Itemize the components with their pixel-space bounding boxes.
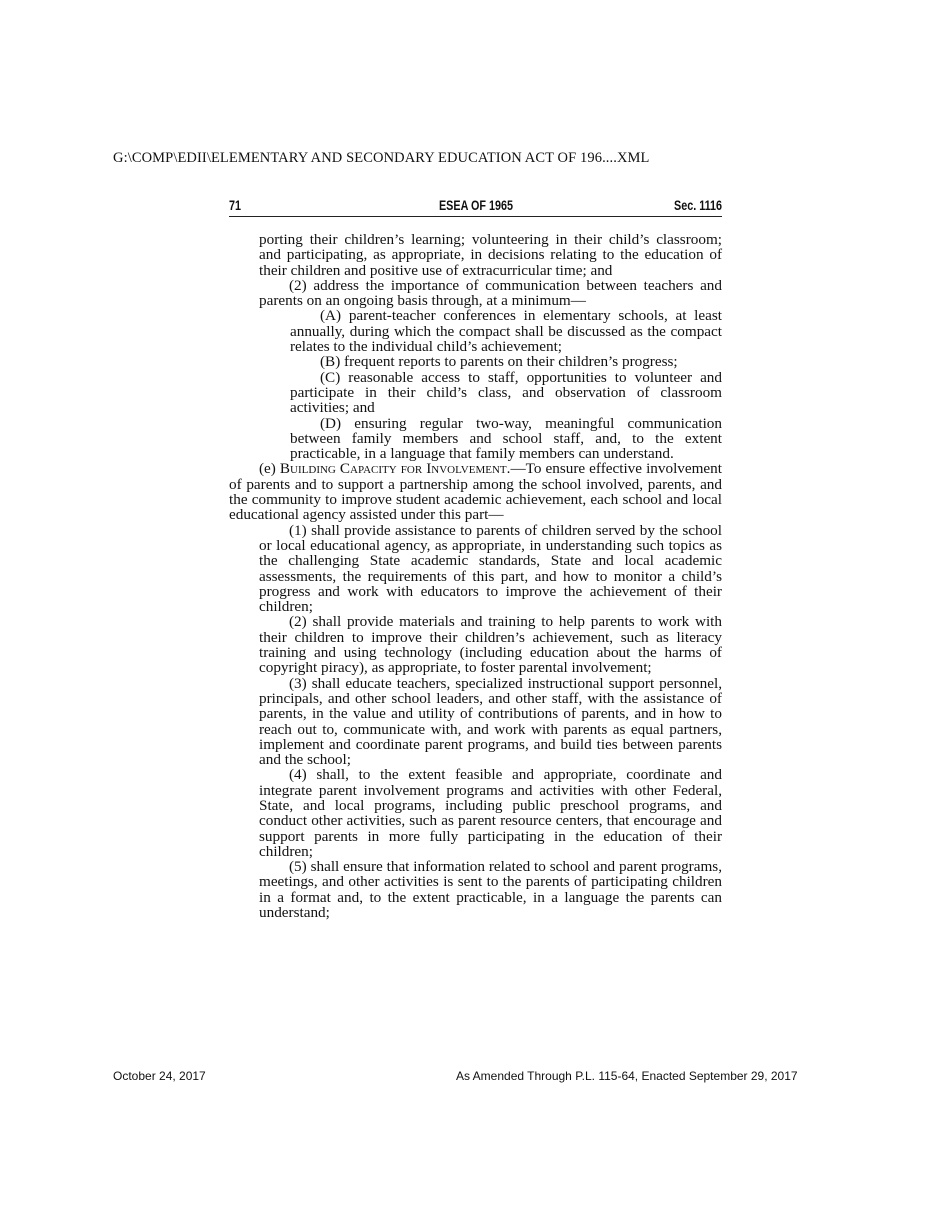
subparagraph-c: (C) reasonable access to staff, opportunities to volunteer and participate in their child’s class, and observation of classroom activities; and: [290, 368, 722, 417]
section-number: Sec. 1116: [673, 198, 722, 213]
paragraph-e3: (3) shall educate teachers, specialized instructional support personnel, principals, and other school leaders, and other staff, with the assistance of parents, in the value and utility of contributions of parents, and in how to reach out to, communicate with, and work with parents as equal partners, implement and coordinate parent programs, and build ties between parents and the school;: [259, 674, 722, 769]
running-head: [229, 197, 722, 217]
paragraph-e1: (1) shall provide assistance to parents of children served by the school or local educational agency, as appropriate, in understanding such topics as the challenging State academic standards, State and local academic assessments, the requirements of this part, and how to monitor a child’s progress and work with educators to improve the achievement of their children;: [259, 521, 722, 616]
subparagraph-b: (B) frequent reports to parents on their children’s progress;: [320, 353, 678, 371]
footer-amended-note: As Amended Through P.L. 115-64, Enacted September 29, 2017: [456, 1069, 798, 1083]
continued-paragraph: porting their children’s learning; volunteering in their child’s classroom; and participating, as appropriate, in decisions relating to the education of their children and positive use of extracurricular time; and: [259, 231, 722, 279]
subsection-e-heading: Building Capacity for Involvement.: [279, 460, 511, 478]
statute-text: [229, 232, 722, 920]
paragraph-e2: (2) shall provide materials and training to help parents to work with their children to improve their children’s achievement, such as literacy training and using technology (including education about the harms of copyright piracy), as appropriate, to foster parental involvement;: [259, 613, 722, 677]
subparagraph-d: (D) ensuring regular two-way, meaningful communication between family members and school staff, and, to the extent practicable, in a language that family members can understand.: [290, 414, 722, 463]
page-number: 71: [229, 198, 242, 213]
subsection-e-designation: (e): [259, 460, 276, 478]
subparagraph-a: (A) parent-teacher conferences in elementary schools, at least annually, during which the compact shall be discussed as the compact relates to the individual child’s achievement;: [290, 307, 722, 356]
file-path: G:\COMP\EDII\ELEMENTARY AND SECONDARY EDUCATION ACT OF 196....XML: [113, 150, 650, 166]
paragraph-e5: (5) shall ensure that information related to school and parent programs, meetings, and other activities is sent to the parents of participating children in a format and, to the extent practicable, in a language the parents can understand;: [259, 858, 722, 922]
subsection-e: [229, 461, 722, 522]
subsection-e-text: —To ensure effective involvement of parents and to support a partnership among the school involved, parents, and the community to improve student academic achievement, each school and local educational agency assisted under this part—: [229, 460, 722, 524]
paragraph-d2: (2) address the importance of communication between teachers and parents on an ongoing basis through, at a minimum—: [259, 276, 722, 310]
act-title: ESEA OF 1965: [438, 198, 513, 213]
paragraph-e4: (4) shall, to the extent feasible and appropriate, coordinate and integrate parent involvement programs and activities with other Federal, State, and local programs, including public preschool programs, and conduct other activities, such as parent resource centers, that encourage and support parents in more fully participating in the education of their children;: [259, 766, 722, 860]
footer-date: October 24, 2017: [113, 1069, 206, 1083]
